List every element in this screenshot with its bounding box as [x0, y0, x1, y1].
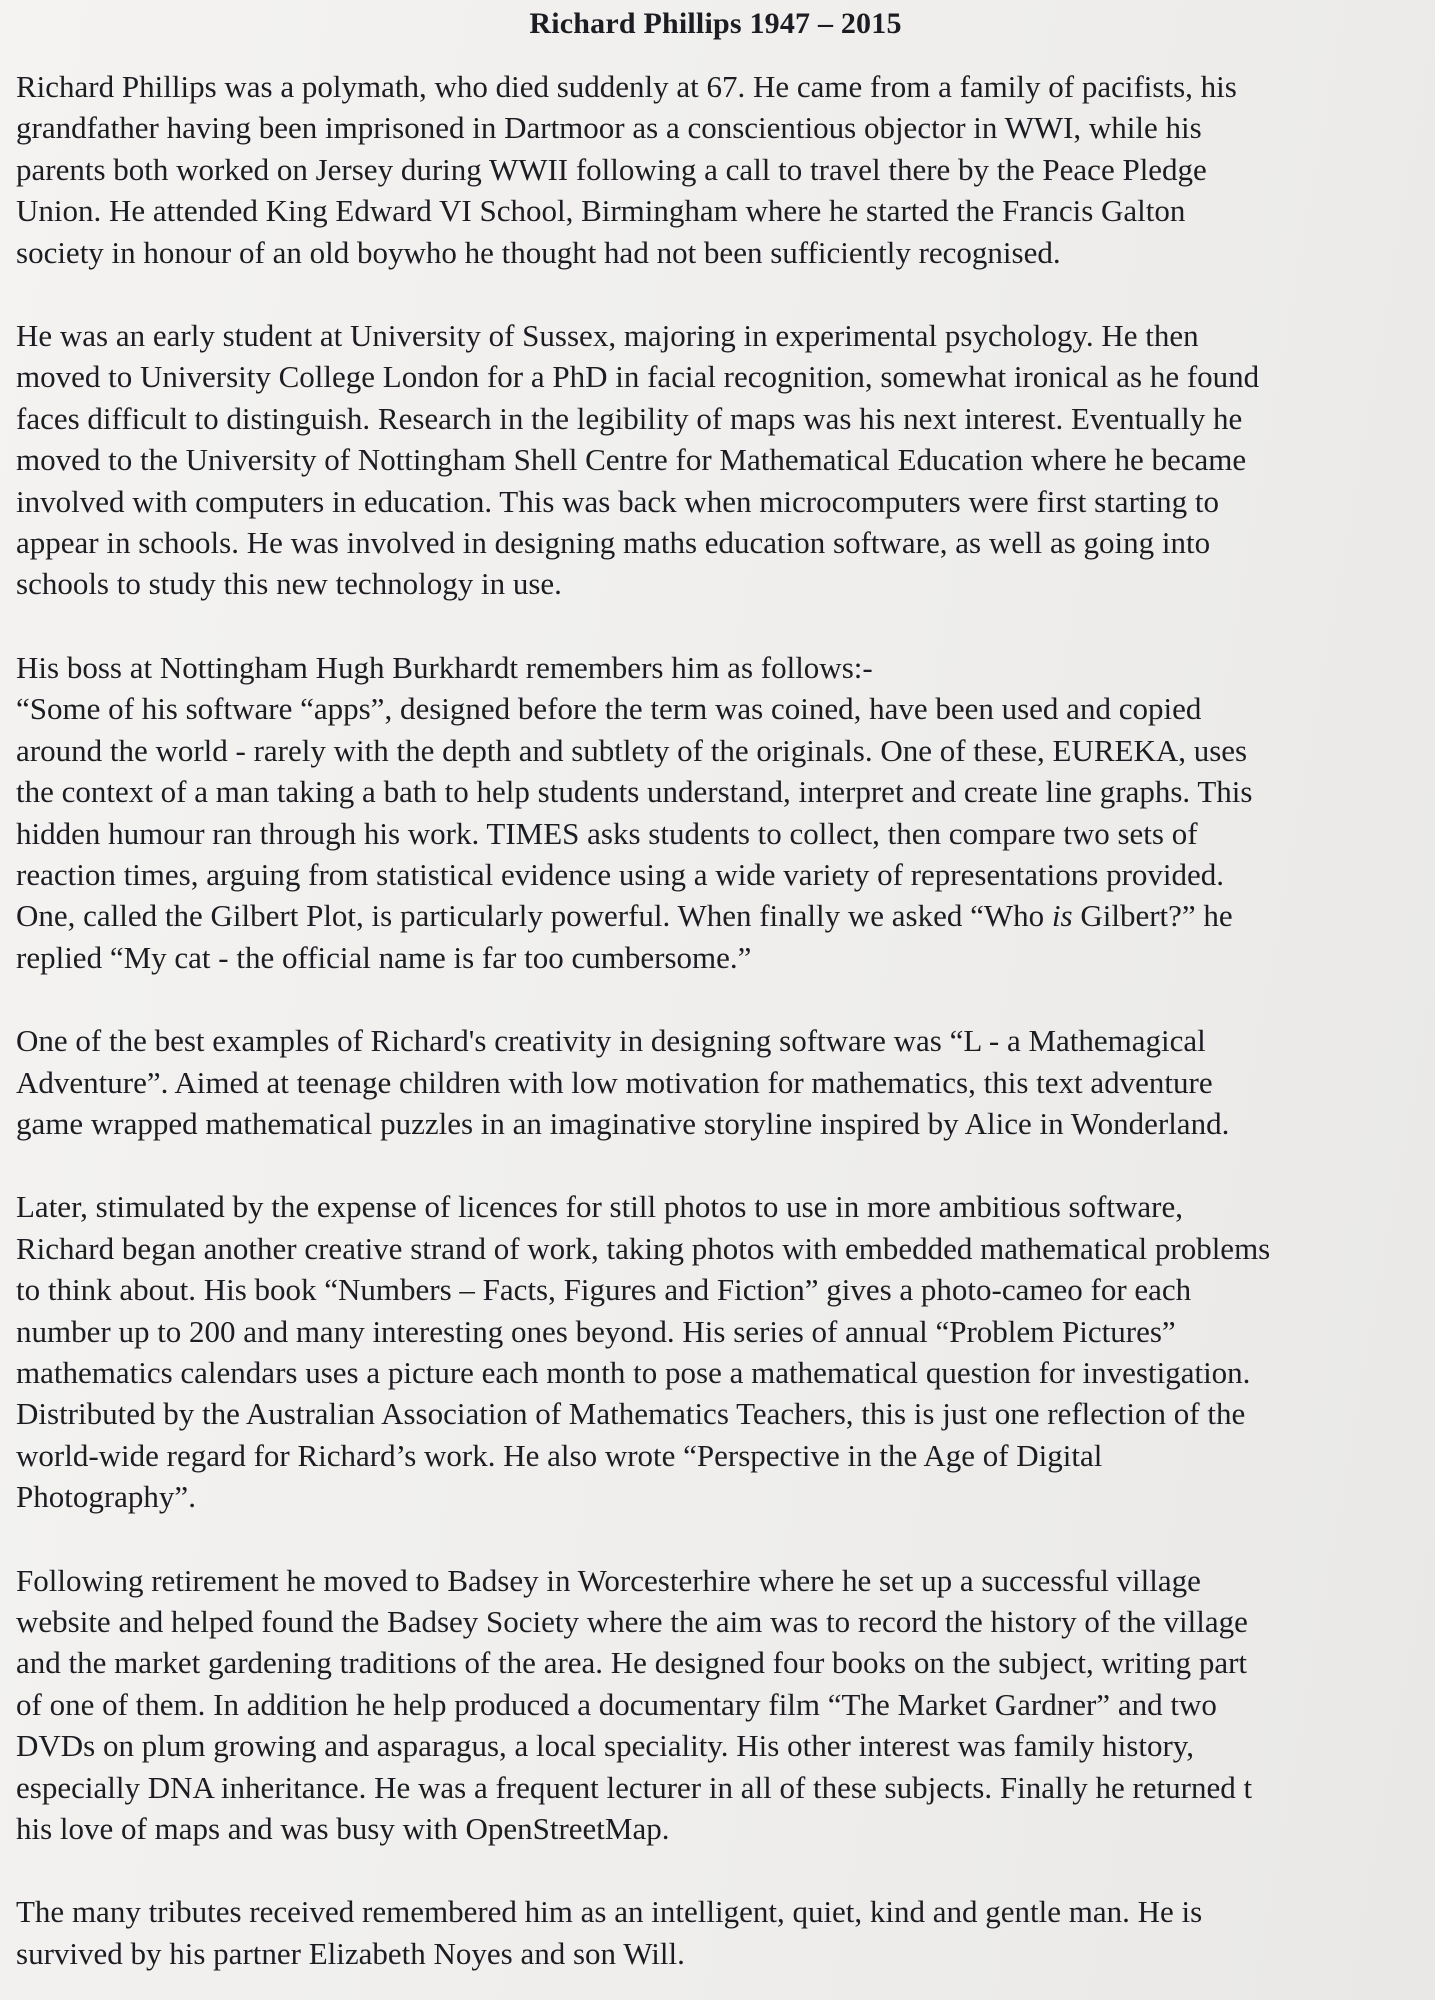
text-line: Later, stimulated by the expense of licences for still photos to use in more ambitious software, [16, 1189, 1183, 1225]
paragraph-early-life [16, 66, 1415, 273]
paragraph-education-career [16, 315, 1415, 605]
text-line: He was an early student at University of Sussex, majoring in experimental psychology. He then [16, 318, 1199, 354]
text-segment: One, called the Gilbert Plot, is particularly powerful. When finally we asked “Who [16, 898, 1052, 934]
text-line: especially DNA inheritance. He was a frequent lecturer in all of these subjects. Finally he returned t [16, 1769, 1253, 1805]
text-line: and the market gardening traditions of the area. He designed four books on the subject, writing part [16, 1645, 1248, 1681]
document-title: Richard Phillips 1947 – 2015 [529, 7, 902, 40]
text-line: around the world - rarely with the depth and subtlety of the originals. One of these, EUREKA, uses [16, 732, 1248, 768]
text-line: number up to 200 and many interesting ones beyond. His series of annual “Problem Pictures” [16, 1313, 1176, 1349]
text-line: One of the best examples of Richard's creativity in designing software was “L - a Mathemagical [16, 1023, 1206, 1059]
text-line: society in honour of an old boywho he thought had not been sufficiently recognised. [16, 234, 1061, 270]
paragraph-retirement [16, 1560, 1415, 1850]
text-segment: Gilbert?” he [1072, 898, 1233, 934]
text-line: to think about. His book “Numbers – Facts, Figures and Fiction” gives a photo-cameo for each [16, 1272, 1192, 1308]
text-line: reaction times, arguing from statistical evidence using a wide variety of representations provided. [16, 856, 1225, 892]
paragraph-burkhardt-quote [16, 647, 1415, 978]
text-line: parents both worked on Jersey during WWII following a call to travel there by the Peace Pledge [16, 151, 1207, 187]
text-line: involved with computers in education. This was back when microcomputers were first starting to [16, 483, 1219, 519]
text-line: Richard Phillips was a polymath, who died suddenly at 67. He came from a family of pacifists, his [16, 69, 1237, 104]
text-line: Adventure”. Aimed at teenage children with low motivation for mathematics, this text adventure [16, 1064, 1213, 1100]
text-line: faces difficult to distinguish. Research in the legibility of maps was his next interest. Eventually he [16, 400, 1243, 436]
text-line: DVDs on plum growing and asparagus, a local speciality. His other interest was family history, [16, 1728, 1195, 1764]
text-line: grandfather having been imprisoned in Dartmoor as a conscientious objector in WWI, while his [16, 110, 1202, 146]
text-line: moved to University College London for a PhD in facial recognition, somewhat ironical as he found [16, 359, 1260, 395]
text-line: mathematics calendars uses a picture each month to pose a mathematical question for investigation. [16, 1354, 1251, 1390]
text-line: his love of maps and was busy with OpenStreetMap. [16, 1811, 670, 1847]
text-line: replied “My cat - the official name is far too cumbersome.” [16, 939, 752, 975]
text-line: Union. He attended King Edward VI School, Birmingham where he started the Francis Galton [16, 193, 1186, 229]
text-line: Following retirement he moved to Badsey in Worcesterhire where he set up a successful village [16, 1562, 1201, 1598]
text-line: game wrapped mathematical puzzles in an imaginative storyline inspired by Alice in Wonderland. [16, 1105, 1230, 1141]
text-line: Distributed by the Australian Association of Mathematics Teachers, this is just one reflection of the [16, 1396, 1246, 1432]
text-line: hidden humour ran through his work. TIMES asks students to collect, then compare two sets of [16, 815, 1198, 851]
document-body [16, 66, 1415, 1974]
paragraph-photography-work [16, 1186, 1415, 1517]
paragraph-mathemagical-adventure [16, 1020, 1415, 1144]
paragraph-tributes [16, 1891, 1415, 1974]
text-line: survived by his partner Elizabeth Noyes and son Will. [16, 1935, 685, 1971]
text-line: “Some of his software “apps”, designed before the term was coined, have been used and copied [16, 691, 1202, 727]
text-line: Richard began another creative strand of work, taking photos with embedded mathematical problems [16, 1230, 1271, 1266]
text-line: appear in schools. He was involved in designing maths education software, as well as going into [16, 525, 1211, 561]
italic-text: is [1051, 898, 1073, 934]
text-line: Photography”. [16, 1479, 196, 1515]
text-line: moved to the University of Nottingham Shell Centre for Mathematical Education where he became [16, 442, 1247, 478]
text-line: His boss at Nottingham Hugh Burkhardt remembers him as follows:- [16, 649, 873, 685]
text-line: of one of them. In addition he help produced a documentary film “The Market Gardner” and two [16, 1686, 1217, 1722]
text-line: website and helped found the Badsey Society where the aim was to record the history of the village [16, 1604, 1248, 1639]
text-line: schools to study this new technology in use. [16, 566, 562, 602]
text-line: the context of a man taking a bath to help students understand, interpret and create line graphs. This [16, 774, 1253, 810]
text-line: world-wide regard for Richard’s work. He also wrote “Perspective in the Age of Digital [16, 1437, 1103, 1473]
text-line: The many tributes received remembered him as an intelligent, quiet, kind and gentle man. He is [16, 1894, 1203, 1930]
text-line [16, 895, 1415, 936]
